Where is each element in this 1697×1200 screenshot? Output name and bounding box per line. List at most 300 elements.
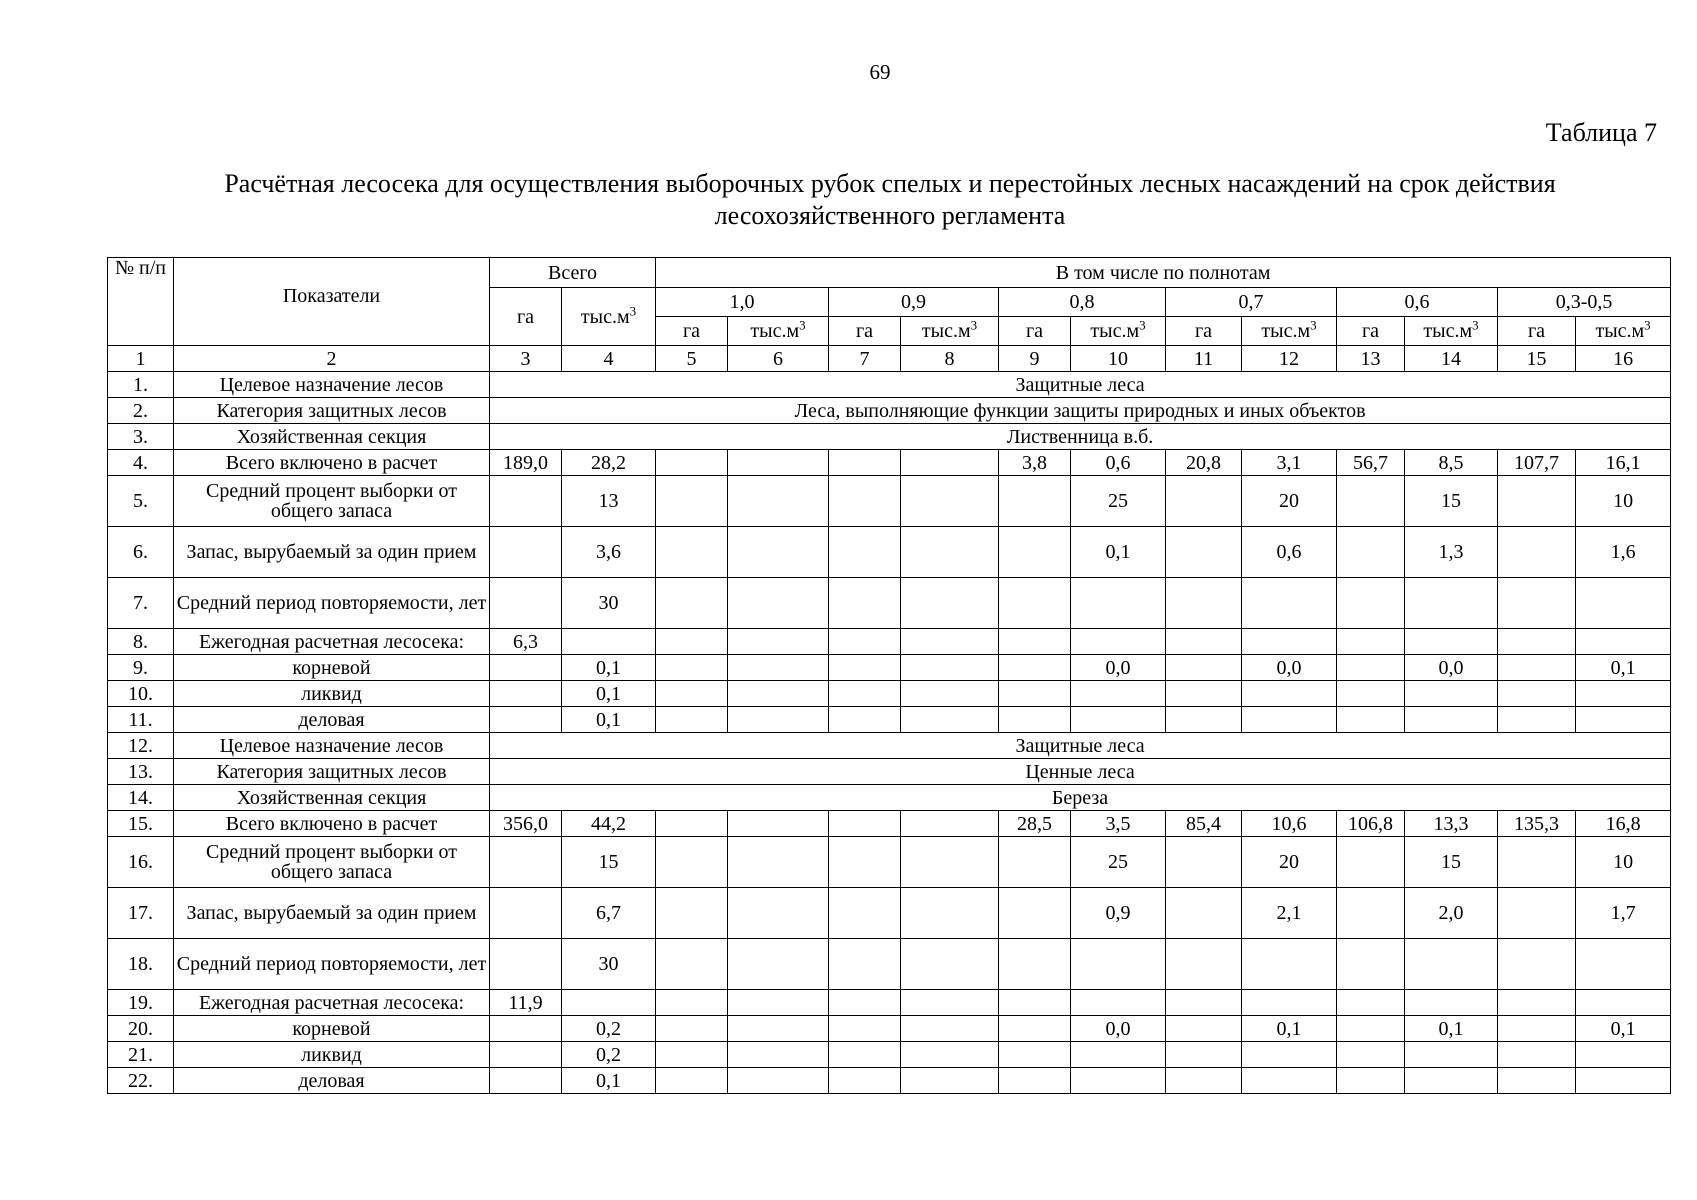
table-cell — [490, 1016, 562, 1042]
table-cell — [1576, 707, 1671, 733]
table-cell — [901, 811, 999, 837]
table-cell — [829, 1016, 901, 1042]
table-cell: 0,1 — [562, 655, 656, 681]
row-indicator: Хозяйственная секция — [174, 785, 490, 811]
header-indicators: Показатели — [174, 258, 490, 346]
table-cell: 0,1 — [562, 681, 656, 707]
table-cell — [490, 655, 562, 681]
table-cell — [901, 681, 999, 707]
row-number: 2. — [108, 398, 174, 424]
column-number: 4 — [562, 346, 656, 372]
column-number: 12 — [1242, 346, 1337, 372]
table-cell — [728, 888, 829, 939]
table-row — [108, 527, 1671, 578]
row-indicator: Категория защитных лесов — [174, 398, 490, 424]
row-number: 20. — [108, 1016, 174, 1042]
table-cell: 3,8 — [999, 450, 1071, 476]
row-span-value: Защитные леса — [490, 733, 1671, 759]
table-label: Таблица 7 — [1545, 118, 1657, 147]
header-no: № п/п — [108, 258, 174, 346]
table-cell — [1071, 578, 1166, 629]
row-number: 4. — [108, 450, 174, 476]
header-m3: $тыс.м^3$ — [1576, 317, 1671, 346]
table-cell — [999, 939, 1071, 990]
table-cell — [1576, 1068, 1671, 1094]
table-cell — [999, 476, 1071, 527]
row-span-value: Защитные леса — [490, 372, 1671, 398]
table-cell — [656, 1042, 728, 1068]
row-span-value: Леса, выполняющие функции защиты природных и иных объектов — [490, 398, 1671, 424]
table-cell: 13 — [562, 476, 656, 527]
table-cell — [656, 990, 728, 1016]
table-cell — [1576, 681, 1671, 707]
table-cell — [728, 578, 829, 629]
table-cell: 20,8 — [1166, 450, 1242, 476]
header-ha: га — [1498, 317, 1576, 346]
header-density-group: 0,3-0,5 — [1498, 288, 1671, 317]
table-cell: 6,3 — [490, 629, 562, 655]
table-cell: 0,1 — [1242, 1016, 1337, 1042]
table-cell — [1337, 990, 1405, 1016]
row-indicator: Средний период повторяемости, лет — [174, 578, 490, 629]
table-cell — [901, 655, 999, 681]
table-cell — [656, 707, 728, 733]
header-ha: га — [999, 317, 1071, 346]
row-indicator: деловая — [174, 707, 490, 733]
row-number: 11. — [108, 707, 174, 733]
table-row — [108, 629, 1671, 655]
row-indicator: Целевое назначение лесов — [174, 733, 490, 759]
table-cell: 30 — [562, 578, 656, 629]
table-cell: 0,1 — [1405, 1016, 1498, 1042]
table-cell — [1166, 578, 1242, 629]
column-number: 15 — [1498, 346, 1576, 372]
row-number: 9. — [108, 655, 174, 681]
table-cell — [1337, 707, 1405, 733]
row-number: 12. — [108, 733, 174, 759]
table-cell — [1071, 1068, 1166, 1094]
table-cell — [1166, 1068, 1242, 1094]
column-number: 14 — [1405, 346, 1498, 372]
table-cell — [1498, 939, 1576, 990]
table-cell — [656, 888, 728, 939]
table-cell — [1498, 1068, 1576, 1094]
table-cell — [901, 1068, 999, 1094]
table-cell — [728, 837, 829, 888]
header-total-m3: $тыс.м^3$ — [562, 288, 656, 346]
table-cell — [728, 655, 829, 681]
table-cell — [999, 527, 1071, 578]
table-cell — [728, 811, 829, 837]
table-cell — [562, 990, 656, 1016]
table-row — [108, 1016, 1671, 1042]
table-cell: 8,5 — [1405, 450, 1498, 476]
table-cell — [1166, 990, 1242, 1016]
table-row — [108, 733, 1671, 759]
row-number: 6. — [108, 527, 174, 578]
row-number: 15. — [108, 811, 174, 837]
table-cell — [562, 629, 656, 655]
table-cell: 0,1 — [562, 707, 656, 733]
table-cell — [829, 578, 901, 629]
table-cell — [999, 655, 1071, 681]
header-ha: га — [1166, 317, 1242, 346]
header-m3: $тыс.м^3$ — [901, 317, 999, 346]
column-number: 8 — [901, 346, 999, 372]
table-row — [108, 707, 1671, 733]
table-cell: 85,4 — [1166, 811, 1242, 837]
row-indicator: Целевое назначение лесов — [174, 372, 490, 398]
table-cell — [728, 990, 829, 1016]
table-cell — [1498, 681, 1576, 707]
header-including: В том числе по полнотам — [656, 258, 1671, 288]
table-cell — [1337, 476, 1405, 527]
table-cell — [728, 1016, 829, 1042]
table-cell: 3,1 — [1242, 450, 1337, 476]
column-number: 3 — [490, 346, 562, 372]
table-cell: 20 — [1242, 837, 1337, 888]
table-cell — [1576, 578, 1671, 629]
table-cell — [1498, 1042, 1576, 1068]
table-cell — [656, 939, 728, 990]
table-row — [108, 681, 1671, 707]
table-cell — [728, 1068, 829, 1094]
table-cell — [901, 450, 999, 476]
table-cell — [999, 1016, 1071, 1042]
table-cell: 356,0 — [490, 811, 562, 837]
table-cell — [1337, 1016, 1405, 1042]
table-cell — [999, 990, 1071, 1016]
table-cell — [490, 707, 562, 733]
table-cell — [728, 629, 829, 655]
table-cell — [1166, 939, 1242, 990]
row-number: 19. — [108, 990, 174, 1016]
table-cell — [1576, 1042, 1671, 1068]
row-span-value: Береза — [490, 785, 1671, 811]
header-ha: га — [656, 317, 728, 346]
table-cell — [1166, 888, 1242, 939]
table-cell — [1166, 1042, 1242, 1068]
table-cell — [829, 707, 901, 733]
table-cell — [829, 655, 901, 681]
table-cell: 0,1 — [1071, 527, 1166, 578]
table-cell — [1071, 990, 1166, 1016]
table-cell — [1337, 527, 1405, 578]
table-cell — [1242, 578, 1337, 629]
row-indicator: Средний процент выборки от общего запаса — [174, 837, 490, 888]
table-cell: 189,0 — [490, 450, 562, 476]
table-cell — [829, 450, 901, 476]
table-cell — [1405, 629, 1498, 655]
table-cell — [1576, 939, 1671, 990]
row-span-value: Ценные леса — [490, 759, 1671, 785]
table-cell — [829, 990, 901, 1016]
table-cell — [1337, 681, 1405, 707]
table-cell — [829, 1042, 901, 1068]
table-cell: 0,6 — [1071, 450, 1166, 476]
table-cell — [1242, 939, 1337, 990]
table-cell — [1337, 629, 1405, 655]
table-cell: 28,5 — [999, 811, 1071, 837]
table-cell — [829, 837, 901, 888]
table-cell — [656, 681, 728, 707]
row-number: 8. — [108, 629, 174, 655]
table-cell: 1,6 — [1576, 527, 1671, 578]
table-cell — [901, 888, 999, 939]
column-number: 7 — [829, 346, 901, 372]
table-cell: 135,3 — [1498, 811, 1576, 837]
row-number: 1. — [108, 372, 174, 398]
table-cell — [1071, 681, 1166, 707]
table-cell — [1166, 1016, 1242, 1042]
table-cell: 15 — [1405, 476, 1498, 527]
table-cell — [656, 655, 728, 681]
table-cell — [1242, 681, 1337, 707]
table-cell — [1242, 990, 1337, 1016]
table-cell — [656, 811, 728, 837]
table-cell — [901, 629, 999, 655]
table-cell: 10 — [1576, 837, 1671, 888]
header-density-group: 0,7 — [1166, 288, 1337, 317]
column-number: 16 — [1576, 346, 1671, 372]
table-cell — [1242, 1042, 1337, 1068]
table-cell: 1,7 — [1576, 888, 1671, 939]
table-cell: 0,0 — [1071, 655, 1166, 681]
row-span-value: Лиственница в.б. — [490, 424, 1671, 450]
row-indicator: Запас, вырубаемый за один прием — [174, 888, 490, 939]
table-cell: 0,2 — [562, 1042, 656, 1068]
table-cell — [728, 476, 829, 527]
table-cell — [656, 476, 728, 527]
table-row — [108, 424, 1671, 450]
table-cell — [1071, 707, 1166, 733]
row-indicator: Всего включено в расчет — [174, 450, 490, 476]
table-row — [108, 888, 1671, 939]
table-cell: 0,1 — [1576, 655, 1671, 681]
table-cell — [656, 629, 728, 655]
table-cell — [490, 888, 562, 939]
table-cell — [1405, 578, 1498, 629]
table-cell — [490, 837, 562, 888]
table-cell — [1405, 707, 1498, 733]
header-total-ha: га — [490, 288, 562, 346]
table-cell: 0,6 — [1242, 527, 1337, 578]
table-cell — [901, 527, 999, 578]
table-cell — [1405, 990, 1498, 1016]
table-cell: 2,0 — [1405, 888, 1498, 939]
table-cell — [829, 1068, 901, 1094]
table-cell: 25 — [1071, 476, 1166, 527]
row-number: 21. — [108, 1042, 174, 1068]
page-number: 69 — [869, 60, 891, 84]
table-cell — [829, 527, 901, 578]
table-cell — [728, 681, 829, 707]
table-cell — [1405, 1042, 1498, 1068]
table-cell — [1337, 939, 1405, 990]
table-row — [108, 578, 1671, 629]
table-cell: 3,5 — [1071, 811, 1166, 837]
table-cell — [901, 837, 999, 888]
table-cell — [999, 837, 1071, 888]
table-cell: 11,9 — [490, 990, 562, 1016]
table-row — [108, 759, 1671, 785]
table-cell — [1498, 990, 1576, 1016]
table-cell — [1498, 888, 1576, 939]
table-cell: 20 — [1242, 476, 1337, 527]
table-cell: 13,3 — [1405, 811, 1498, 837]
row-number: 14. — [108, 785, 174, 811]
table-cell — [901, 1042, 999, 1068]
table-cell: 30 — [562, 939, 656, 990]
table-cell — [1166, 527, 1242, 578]
table-cell — [901, 578, 999, 629]
row-indicator: Средний период повторяемости, лет — [174, 939, 490, 990]
column-number: 11 — [1166, 346, 1242, 372]
table-cell — [829, 629, 901, 655]
row-indicator: Ежегодная расчетная лесосека: — [174, 629, 490, 655]
row-indicator: корневой — [174, 1016, 490, 1042]
table-cell: 25 — [1071, 837, 1166, 888]
column-number: 2 — [174, 346, 490, 372]
table-cell — [1498, 1016, 1576, 1042]
table-cell — [829, 681, 901, 707]
table-cell — [1405, 939, 1498, 990]
table-cell: 15 — [1405, 837, 1498, 888]
table-cell — [901, 939, 999, 990]
header-m3: $тыс.м^3$ — [1071, 317, 1166, 346]
header-total: Всего — [490, 258, 656, 288]
table-row — [108, 398, 1671, 424]
table-cell — [999, 578, 1071, 629]
table-cell — [901, 707, 999, 733]
header-m3: $тыс.м^3$ — [1405, 317, 1498, 346]
table-cell: 16,8 — [1576, 811, 1671, 837]
column-number: 10 — [1071, 346, 1166, 372]
table-cell — [1166, 655, 1242, 681]
row-indicator: Категория защитных лесов — [174, 759, 490, 785]
column-number: 6 — [728, 346, 829, 372]
table-cell — [1337, 837, 1405, 888]
table-cell — [1242, 1068, 1337, 1094]
table-cell: 0,9 — [1071, 888, 1166, 939]
header-density-group: 0,8 — [999, 288, 1166, 317]
table-cell — [490, 939, 562, 990]
table-title: Расчётная лесосека для осуществления выборочных рубок спелых и перестойных лесных насаждений на срок действия лесохозяйственного регламента — [224, 169, 1556, 230]
table-row — [108, 476, 1671, 527]
table-cell — [829, 939, 901, 990]
table-cell — [1166, 707, 1242, 733]
table-cell: 0,1 — [1576, 1016, 1671, 1042]
table-cell — [1071, 629, 1166, 655]
table-cell — [829, 888, 901, 939]
row-number: 22. — [108, 1068, 174, 1094]
table-cell — [1498, 707, 1576, 733]
table-cell — [1337, 655, 1405, 681]
column-number: 5 — [656, 346, 728, 372]
table-row — [108, 655, 1671, 681]
table-row — [108, 450, 1671, 476]
header-density-group: 0,6 — [1337, 288, 1498, 317]
table-row — [108, 1042, 1671, 1068]
table-cell: 106,8 — [1337, 811, 1405, 837]
table-cell — [656, 1016, 728, 1042]
table-cell: 1,3 — [1405, 527, 1498, 578]
table-cell: 6,7 — [562, 888, 656, 939]
table-cell: 16,1 — [1576, 450, 1671, 476]
table-row — [108, 990, 1671, 1016]
table-cell — [901, 990, 999, 1016]
table-cell — [728, 527, 829, 578]
table-cell — [999, 1068, 1071, 1094]
row-number: 13. — [108, 759, 174, 785]
table-cell — [1405, 1068, 1498, 1094]
table-row — [108, 372, 1671, 398]
table-cell — [1337, 578, 1405, 629]
table-cell — [1166, 681, 1242, 707]
table-cell — [728, 707, 829, 733]
table-cell: 0,0 — [1242, 655, 1337, 681]
table-cell: 44,2 — [562, 811, 656, 837]
table-cell — [1498, 476, 1576, 527]
table-cell — [999, 888, 1071, 939]
table-cell — [999, 707, 1071, 733]
table-cell — [1071, 939, 1166, 990]
row-indicator: Ежегодная расчетная лесосека: — [174, 990, 490, 1016]
table-cell: 10,6 — [1242, 811, 1337, 837]
table-cell — [490, 476, 562, 527]
table-cell — [656, 578, 728, 629]
table-cell — [1242, 629, 1337, 655]
table-cell — [829, 476, 901, 527]
header-ha: га — [829, 317, 901, 346]
table-cell — [656, 1068, 728, 1094]
table-cell: 10 — [1576, 476, 1671, 527]
table-cell — [999, 1042, 1071, 1068]
table-cell: 0,0 — [1405, 655, 1498, 681]
table-cell — [829, 811, 901, 837]
row-indicator: Средний процент выборки от общего запаса — [174, 476, 490, 527]
table-cell — [656, 837, 728, 888]
row-number: 10. — [108, 681, 174, 707]
header-density-group: 1,0 — [656, 288, 829, 317]
table-cell — [490, 681, 562, 707]
row-indicator: Всего включено в расчет — [174, 811, 490, 837]
table-cell — [999, 629, 1071, 655]
row-indicator: ликвид — [174, 681, 490, 707]
table-cell — [728, 939, 829, 990]
table-row — [108, 939, 1671, 990]
table-cell — [1337, 1068, 1405, 1094]
table-cell — [1166, 837, 1242, 888]
table-cell — [656, 450, 728, 476]
table-cell — [1576, 990, 1671, 1016]
table-cell — [1498, 629, 1576, 655]
row-indicator: Запас, вырубаемый за один прием — [174, 527, 490, 578]
table-cell — [490, 1042, 562, 1068]
row-indicator: Хозяйственная секция — [174, 424, 490, 450]
table-cell — [490, 527, 562, 578]
row-number: 3. — [108, 424, 174, 450]
table-cell — [901, 1016, 999, 1042]
table-cell: 107,7 — [1498, 450, 1576, 476]
table-cell — [1498, 655, 1576, 681]
column-number: 13 — [1337, 346, 1405, 372]
table-cell — [1071, 1042, 1166, 1068]
row-indicator: ликвид — [174, 1042, 490, 1068]
table-cell — [1337, 1042, 1405, 1068]
table-cell: 3,6 — [562, 527, 656, 578]
table-cell — [490, 578, 562, 629]
